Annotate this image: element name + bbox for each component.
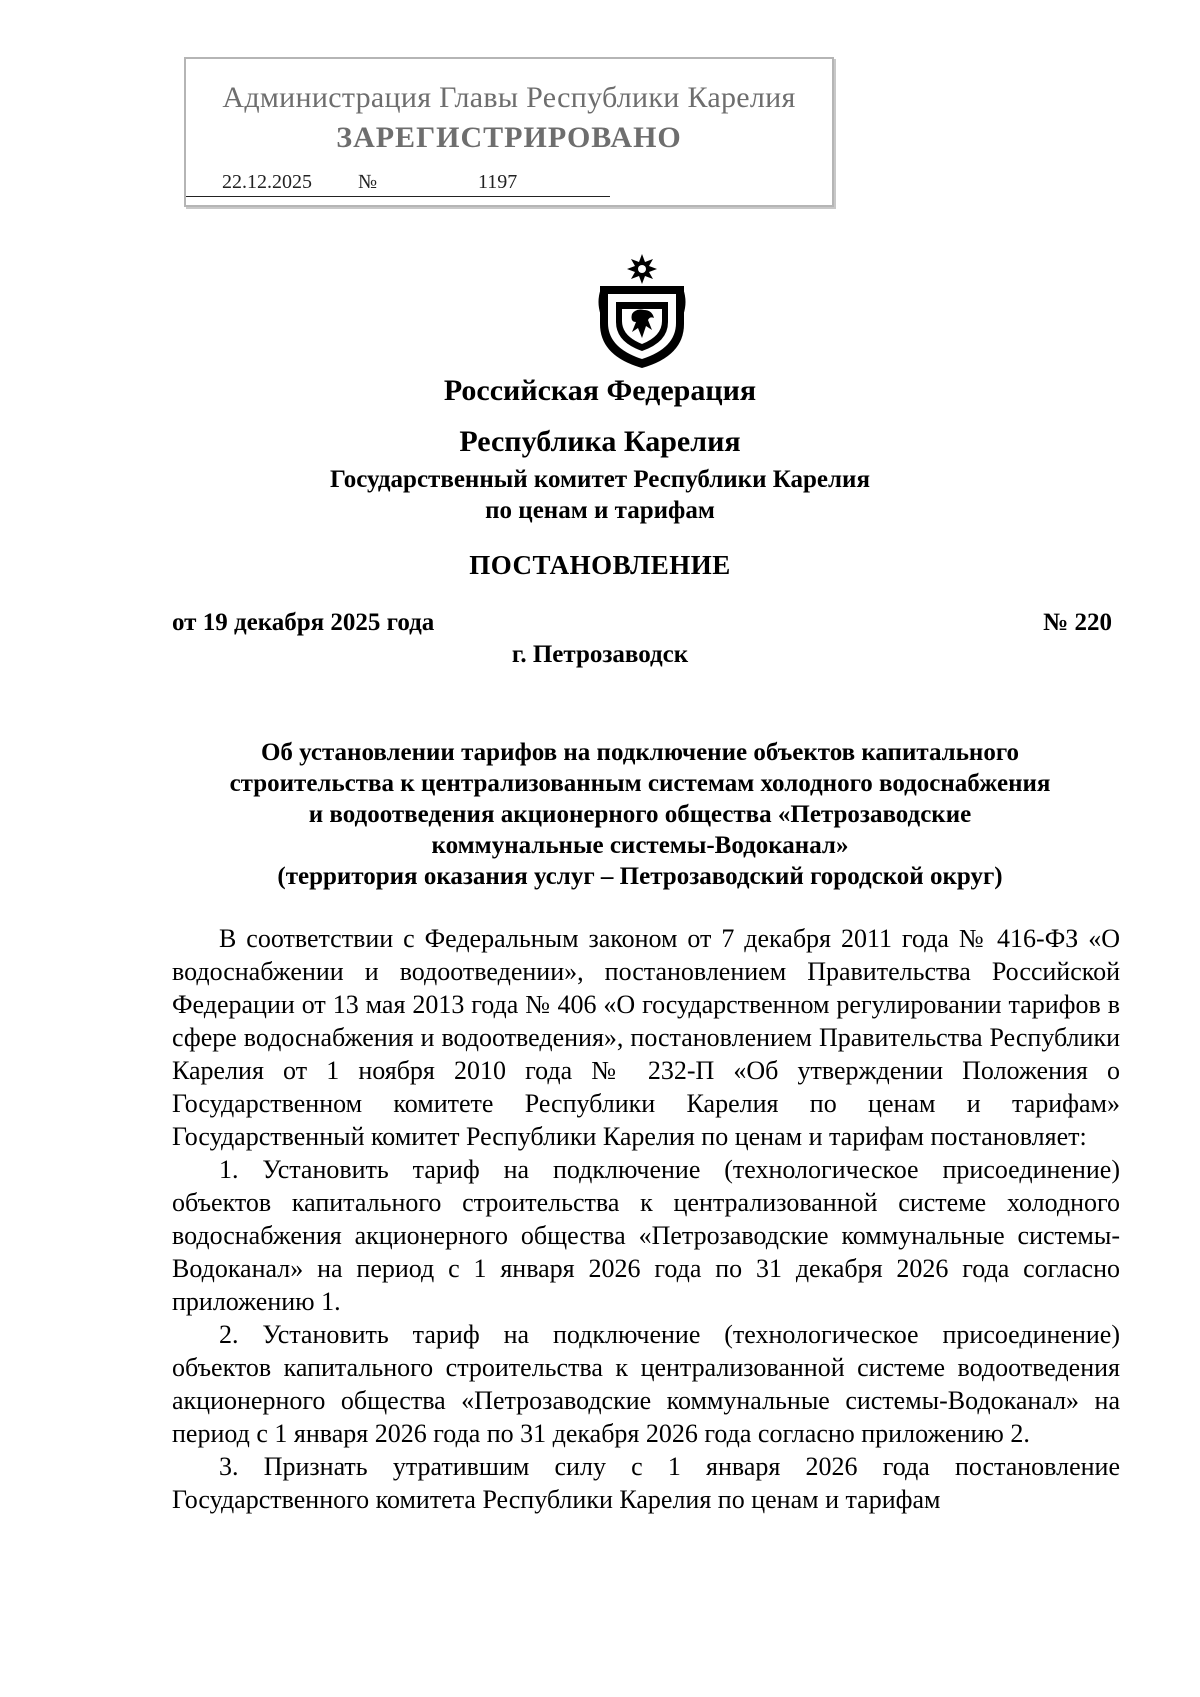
document-city: г. Петрозаводск — [511, 641, 689, 668]
republic-heading: Республика Карелия — [459, 425, 741, 458]
registration-stamp — [184, 57, 834, 207]
stamp-date: 22.12.2025 — [222, 171, 312, 193]
document-type: ПОСТАНОВЛЕНИЕ — [469, 550, 731, 580]
document-title — [160, 737, 1120, 892]
stamp-number: 1197 — [478, 171, 518, 193]
title-line: строительства к централизованным системам холодного водоснабжения — [229, 770, 1051, 797]
stamp-authority: Администрация Главы Республики Карелия — [222, 81, 796, 114]
title-line: и водоотведения акционерного общества «Петрозаводские — [308, 801, 972, 828]
committee-heading-line2: по ценам и тарифам — [485, 497, 715, 524]
document-date: от 19 декабря 2025 года — [172, 609, 435, 636]
document-number: № 220 — [1043, 609, 1112, 636]
country-heading: Российская Федерация — [443, 374, 757, 407]
clause-paragraph-1: 1. Установить тариф на подключение (технологическое присоединение) объектов капитального строительства к централизованной системе холодного водоснабжения акционерного общества «Петрозаводские коммунальные системы-Водоканал» на период с 1 января 2026 года по 31 декабря 2026 года согласно приложению 1. — [172, 1155, 1120, 1316]
stamp-registration-row — [186, 163, 832, 195]
title-line: Об установлении тарифов на подключение объектов капитального — [260, 739, 1020, 766]
preamble-paragraph: В соответствии с Федеральным законом от 7 декабря 2011 года № 416-ФЗ «О водоснабжении и водоотведении», постановлением Правительства Российской Федерации от 13 мая 2013 года № 406 «О государственном регулировании тарифов в сфере водоснабжения и водоотведения», постановлением Правительства Республики Карелия от 1 ноября 2010 года № 232-П «Об утверждении Положения о Государственном комитете Республики Карелия по ценам и тарифам» Государственный комитет Республики Карелия по ценам и тарифам постановляет: — [172, 924, 1120, 1151]
stamp-number-sign: № — [358, 171, 378, 193]
clause-paragraph-3: 3. Признать утратившим силу с 1 января 2026 года постановление Государственного комитета Республики Карелия по ценам и тарифам — [172, 1452, 1120, 1514]
title-line: коммунальные системы-Водоканал» — [431, 832, 849, 859]
clause-paragraph-2: 2. Установить тариф на подключение (технологическое присоединение) объектов капитального строительства к централизованной системе водоотведения акционерного общества «Петрозаводские коммунальные системы-Водоканал» на период с 1 января 2026 года по 31 декабря 2026 года согласно приложению 2. — [172, 1320, 1120, 1448]
document-body — [172, 922, 1120, 1516]
stamp-underline — [186, 196, 610, 197]
coat-of-arms-icon — [596, 252, 688, 370]
title-line: (территория оказания услуг – Петрозаводский городской округ) — [277, 863, 1003, 890]
committee-heading-line1: Государственный комитет Республики Карелия — [330, 466, 870, 493]
stamp-registered: ЗАРЕГИСТРИРОВАНО — [336, 121, 682, 154]
